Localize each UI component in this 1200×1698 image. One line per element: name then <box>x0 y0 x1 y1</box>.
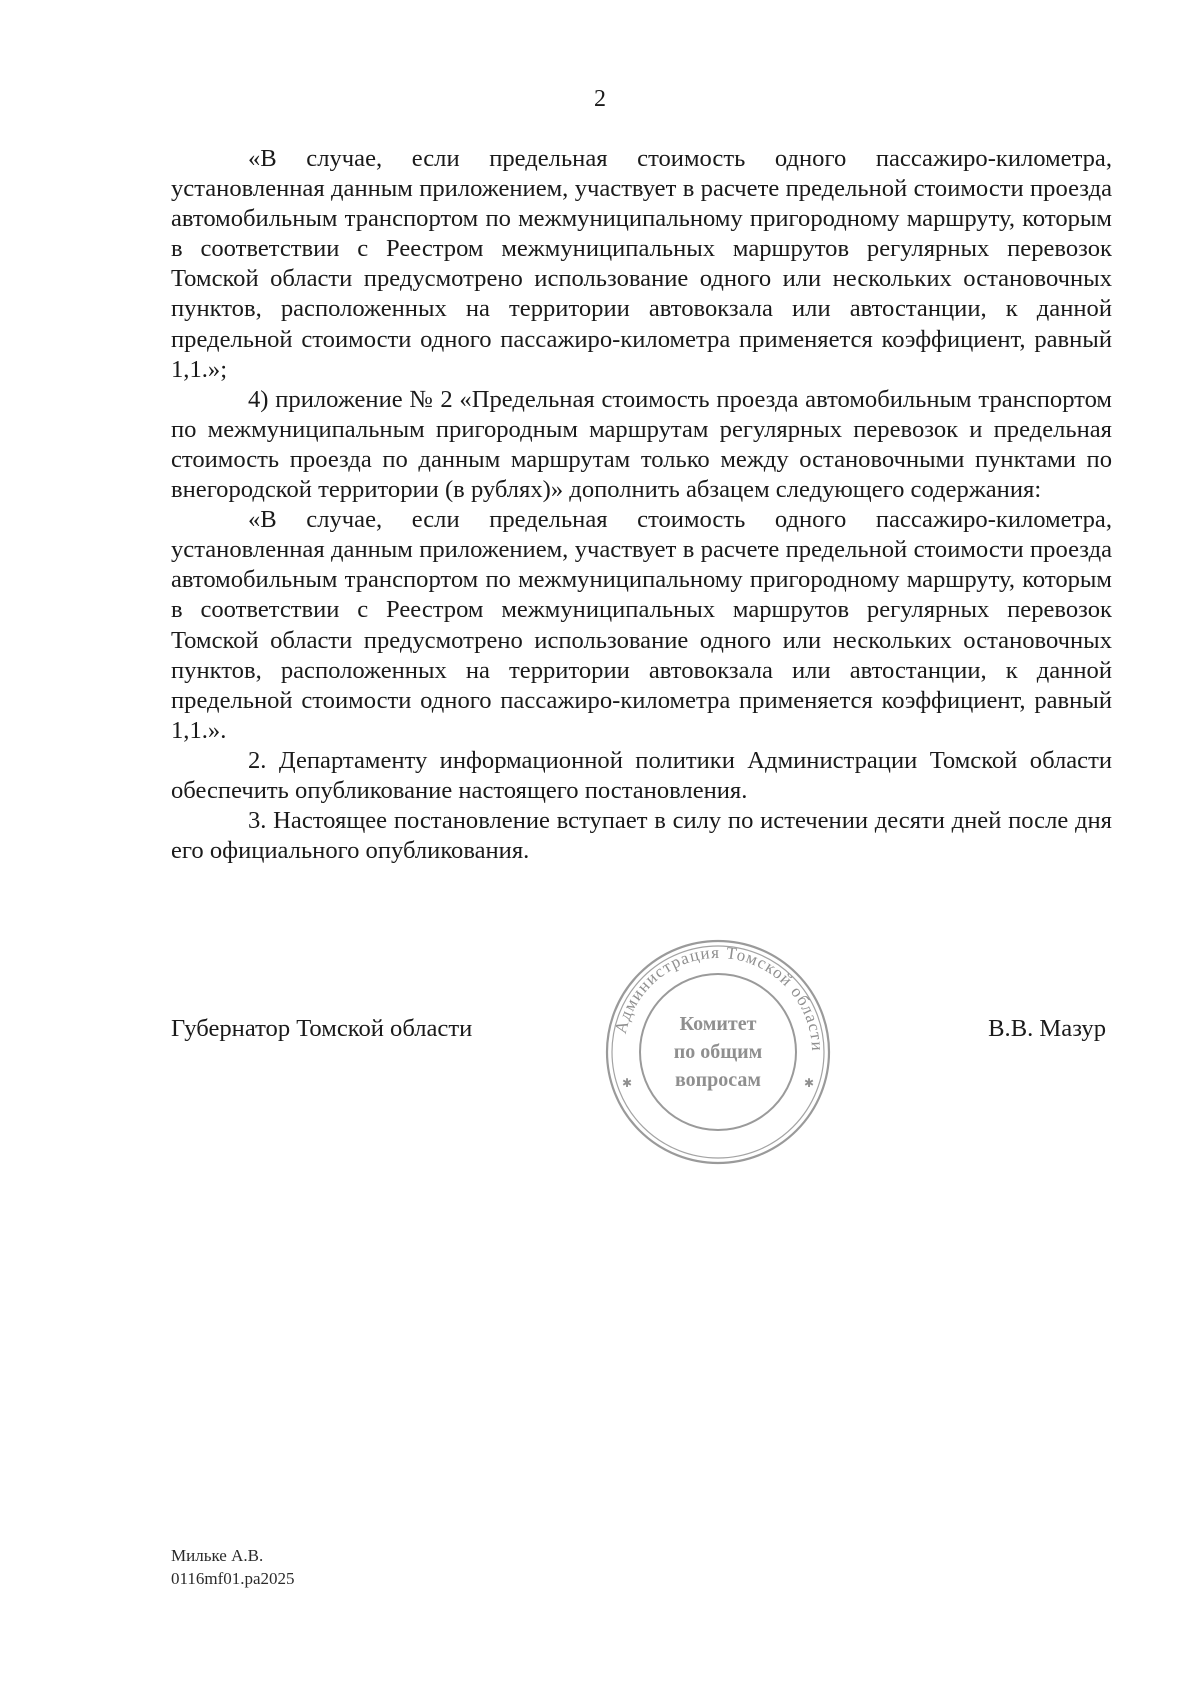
signatory-name: В.В. Мазур <box>988 1015 1106 1042</box>
stamp-center-line-2: по общим <box>673 1041 763 1063</box>
stamp-seal-icon <box>603 937 833 1167</box>
paragraph-item-2: 2. Департаменту информационной политики Администрации Томской области обеспечить опубликование настоящего постановления. <box>171 746 1112 804</box>
document-body <box>171 144 1112 866</box>
stamp-star-left-icon: ✱ <box>621 1076 633 1090</box>
official-stamp <box>603 937 833 1167</box>
signatory-position: Губернатор Томской области <box>171 1015 473 1042</box>
footer-author: Мильке А.В. <box>171 1546 264 1565</box>
paragraph-item-4: 4) приложение № 2 «Предельная стоимость проезда автомобильным транспортом по межмуниципальным пригородным маршрутам регулярных перевозок и предельная стоимость проезда по данным маршрутам только между остановочными пунктами по внегородской территории (в рублях)» дополнить абзацем следующего содержания: <box>171 385 1112 504</box>
stamp-center-line-3: вопросам <box>674 1069 762 1091</box>
paragraph-item-3: 3. Настоящее постановление вступает в силу по истечении десяти дней после дня его официального опубликования. <box>171 807 1112 865</box>
page-number: 2 <box>594 86 606 112</box>
footer-doc-code: 0116mf01.pa2025 <box>171 1569 295 1588</box>
stamp-star-right-icon: ✱ <box>803 1076 815 1090</box>
paragraph-quote-1: «В случае, если предельная стоимость одного пассажиро-километра, установленная данным приложением, участвует в расчете предельной стоимости проезда автомобильным транспортом по межмуниципальному пригородному маршруту, которым в соответствии с Реестром межмуниципальных маршрутов регулярных перевозок Томской области предусмотрено использование одного или нескольких остановочных пунктов, расположенных на территории автовокзала или автостанции, к данной предельной стоимости одного пассажиро-километра применяется коэффициент, равный 1,1.»; <box>171 145 1112 383</box>
document-footer <box>171 1544 295 1590</box>
stamp-center-line-1: Комитет <box>679 1013 757 1035</box>
paragraph-quote-2: «В случае, если предельная стоимость одного пассажиро-километра, установленная данным приложением, участвует в расчете предельной стоимости проезда автомобильным транспортом по межмуниципальному пригородному маршруту, которым в соответствии с Реестром межмуниципальных маршрутов регулярных перевозок Томской области предусмотрено использование одного или нескольких остановочных пунктов, расположенных на территории автовокзала или автостанции, к данной предельной стоимости одного пассажиро-километра применяется коэффициент, равный 1,1.». <box>171 506 1112 744</box>
stamp-ring-text: Администрация Томской области <box>610 942 828 1053</box>
